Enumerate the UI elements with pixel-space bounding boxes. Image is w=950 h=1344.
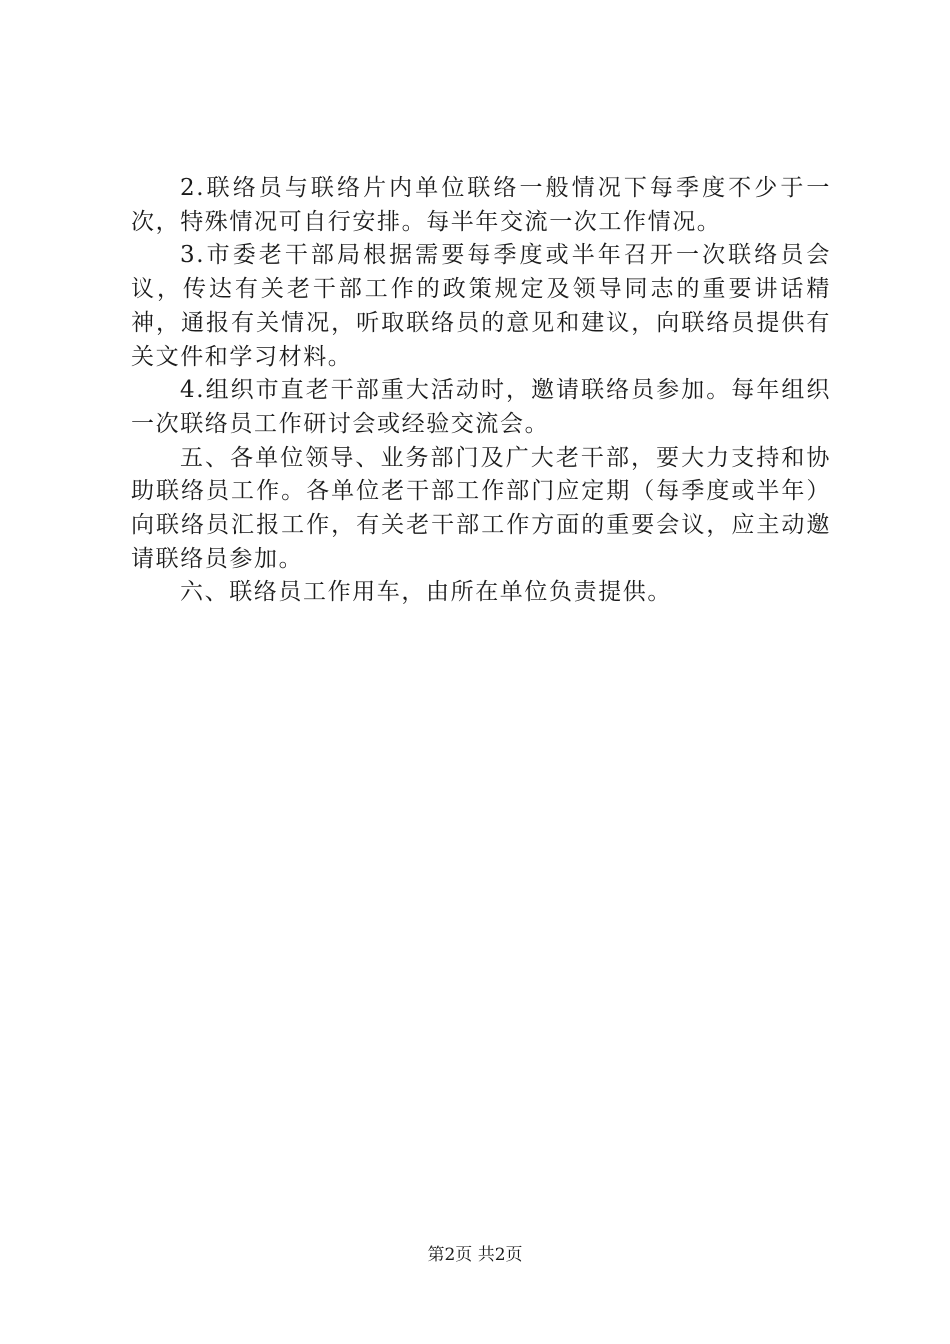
paragraph-section-6: 六、联络员工作用车，由所在单位负责提供。 [180,579,672,606]
paragraph-item-3: 3.市委老干部局根据需要每季度或半年召开一次联络员会议，传达有关老干部工作的政策规定及领导同志的重要讲话精神，通报有关情况，听取联络员的意见和建议，向联络员提供有关文件和学习材料。 [131,242,831,370]
paragraph-item-4: 4.组织市直老干部重大活动时，邀请联络员参加。每年组织一次联络员工作研讨会或经验交流会。 [131,377,831,437]
paragraph-section-5: 五、各单位领导、业务部门及广大老干部，要大力支持和协助联络员工作。各单位老干部工作部门应定期（每季度或半年）向联络员汇报工作，有关老干部工作方面的重要会议，应主动邀请联络员参加。 [131,444,831,572]
page-footer: 第2页 共2页 [427,1245,523,1265]
document-body [131,172,831,610]
paragraph-item-2: 2.联络员与联络片内单位联络一般情况下每季度不少于一次，特殊情况可自行安排。每半年交流一次工作情况。 [131,175,831,235]
